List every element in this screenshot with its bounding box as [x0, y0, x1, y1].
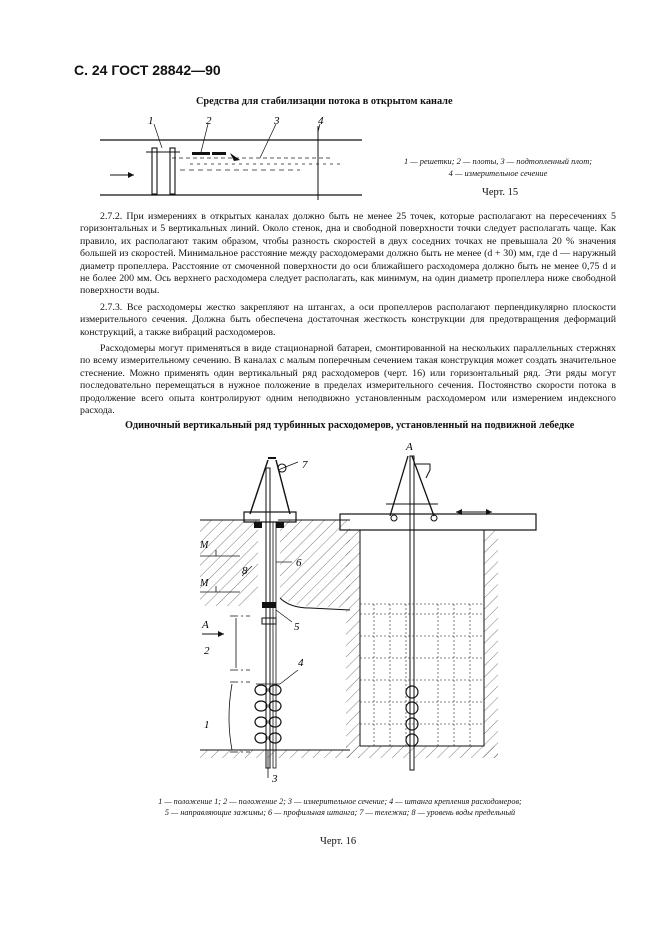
fig16-label-7: 7 [302, 459, 308, 471]
fig16-label-6: 6 [296, 557, 302, 569]
figure15-title: Средства для стабилизации потока в открытом канале [196, 96, 453, 107]
figure15-legend-line1: 1 — решетки; 2 — плоты, 3 — подтопленный плот; [403, 157, 593, 166]
fig15-label-4: 4 [318, 115, 324, 127]
figure16-drawing [180, 438, 580, 790]
fig15-label-2: 2 [206, 115, 212, 127]
figure16-legend-line1: 1 — положение 1; 2 — положение 2; 3 — измерительное сечение; 4 — штанга крепления расходомеров; [158, 797, 522, 806]
figure15-legend [376, 156, 620, 180]
fig16-label-2: 2 [204, 645, 210, 657]
figure16-legend [100, 796, 580, 818]
fig16-label-a-right: А [406, 441, 413, 453]
fig15-label-3: 3 [274, 115, 280, 127]
body-text [80, 211, 616, 418]
fig16-label-5: 5 [294, 621, 300, 633]
fig16-label-1: 1 [204, 719, 210, 731]
paragraph-flowmeters: Расходомеры могут применяться в виде стационарной батареи, смонтированной на нескольких параллельных стержнях по всему измерительному сечению. В каналах с малым поперечным сечением такая конструкция может создать значительное стеснение. Можно применять один вертикальный ряд расходомеров (черт. 16) или горизонтальный ряд. Эти ряды могут последовательно перемещаться в нужное положение в пределах измерительного сечения. Постоянство скорости потока в продолжение всего опыта контролируют одним неподвижно установленным расходомером или измерением индексного расхода. [80, 343, 616, 417]
page-header: С. 24 ГОСТ 28842—90 [74, 62, 221, 78]
fig15-label-1: 1 [148, 115, 154, 127]
paragraph-2-7-2: 2.7.2. При измерениях в открытых каналах должно быть не менее 25 точек, которые располагают на пересечениях 5 горизонтальных и 5 вертикальных линий. Около стенок, дна и свободной поверхности точки следует располагать чаще. Как правило, их располагают таким образом, чтобы разность скоростей в двух соседних точках не превышала 20 % значения большей из скоростей. Минимальное расстояние между расходомерами должно быть не менее (d + 30) мм, где d — наружный диаметр пропеллера. Расстояние от смоченной поверхности до оси ближайшего расходомера должно быть не менее 0,75 d и не более 200 мм. Ось верхнего расходомера следует располагать, как минимум, на один диаметр пропеллера ниже свободной поверхности воды. [80, 211, 616, 297]
figure16-title: Одиночный вертикальный ряд турбинных расходомеров, установленный на подвижной лебедке [125, 420, 575, 431]
figure15-legend-line2: 4 — измерительное сечение [448, 169, 548, 178]
fig16-label-m-upper: М [200, 540, 209, 551]
fig16-label-a-left: А [202, 619, 209, 631]
fig16-label-m-lower: М [200, 578, 209, 589]
figure15-drawing [100, 112, 370, 202]
paragraph-2-7-3: 2.7.3. Все расходомеры жестко закрепляют на штангах, а оси пропеллеров располагают перпендикулярно плоскости измерительного сечения. Должна быть обеспечена достаточная жесткость конструкции для предотвращения деформаций конструкций, а также вибраций расходомеров. [80, 301, 616, 338]
fig16-label-3: 3 [272, 773, 278, 785]
figure16-legend-line2: 5 — направляющие зажимы; 6 — профильная штанга; 7 — тележка; 8 — уровень воды предельный [164, 808, 516, 817]
figure15-caption: Черт. 15 [482, 187, 519, 198]
fig16-label-4: 4 [298, 657, 304, 669]
figure16-caption: Черт. 16 [320, 836, 357, 847]
fig16-label-8: 8 [242, 565, 248, 577]
